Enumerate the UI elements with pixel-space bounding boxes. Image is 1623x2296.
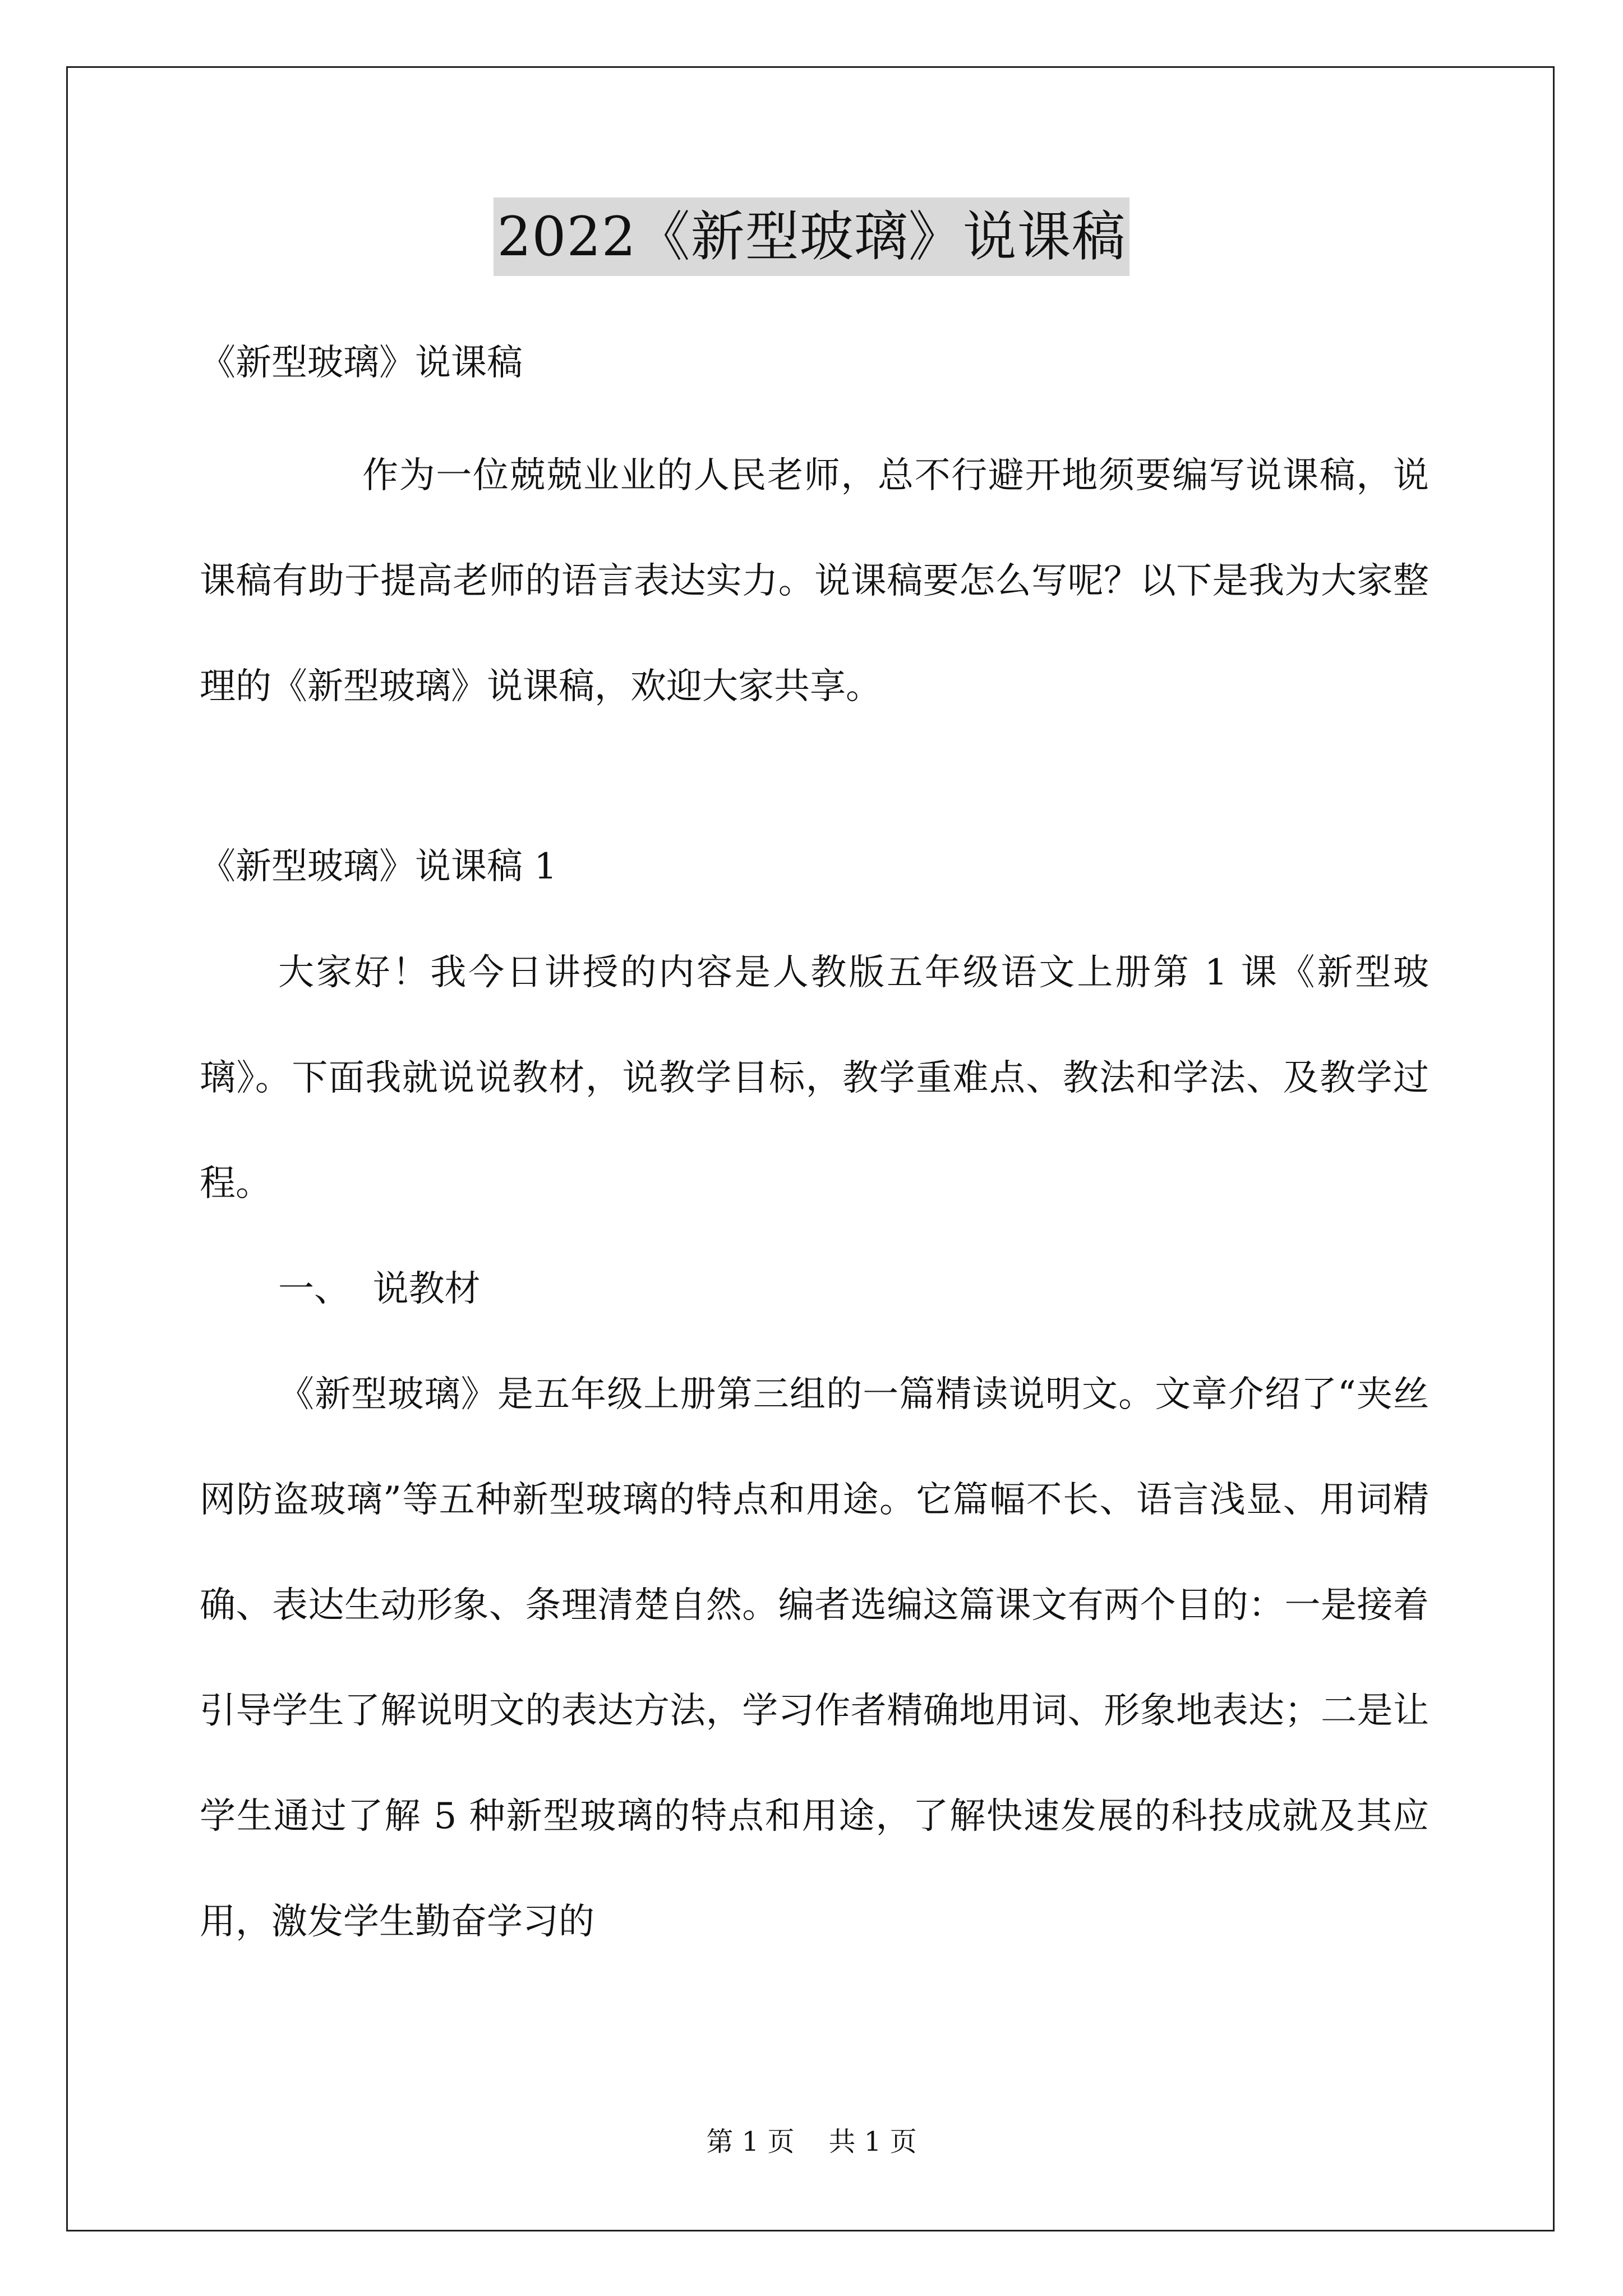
document-title: 2022《新型玻璃》说课稿 (494, 197, 1129, 276)
document-body (200, 337, 1429, 1975)
subtitle: 《新型玻璃》说课稿 (200, 342, 523, 384)
section-title: 《新型玻璃》说课稿 1 (200, 846, 557, 887)
page-footer: 第 1 页 共 1 页 (706, 2126, 917, 2157)
title-wrapper (0, 197, 1623, 276)
intro-paragraph: 作为一位兢兢业业的人民老师，总不行避开地须要编写说课稿，说课稿有助于提高老师的语言表达实力。说课稿要怎么写呢？以下是我为大家整理的《新型玻璃》说课稿，欢迎大家共享。 (200, 455, 1429, 707)
heading-textbook: 一、 说教材 (278, 1268, 481, 1310)
paragraph-textbook: 《新型玻璃》是五年级上册第三组的一篇精读说明文。文章介绍了“夹丝网防盗玻璃”等五种新型玻璃的特点和用途。它篇幅不长、语言浅显、用词精确、表达生动形象、条理清楚自然。编者选编这篇课文有两个目的：一是接着引导学生了解说明文的表达方法，学习作者精确地用词、形象地表达；二是让学生通过了解 5 种新型玻璃的特点和用途，了解快速发展的科技成就及其应用，激发学生勤奋学习的 (200, 1374, 1429, 1943)
paragraph-intro-lesson: 大家好！我今日讲授的内容是人教版五年级语文上册第 1 课《新型玻璃》。下面我就说说教材，说教学目标，教学重难点、教法和学法、及教学过程。 (200, 952, 1429, 1204)
